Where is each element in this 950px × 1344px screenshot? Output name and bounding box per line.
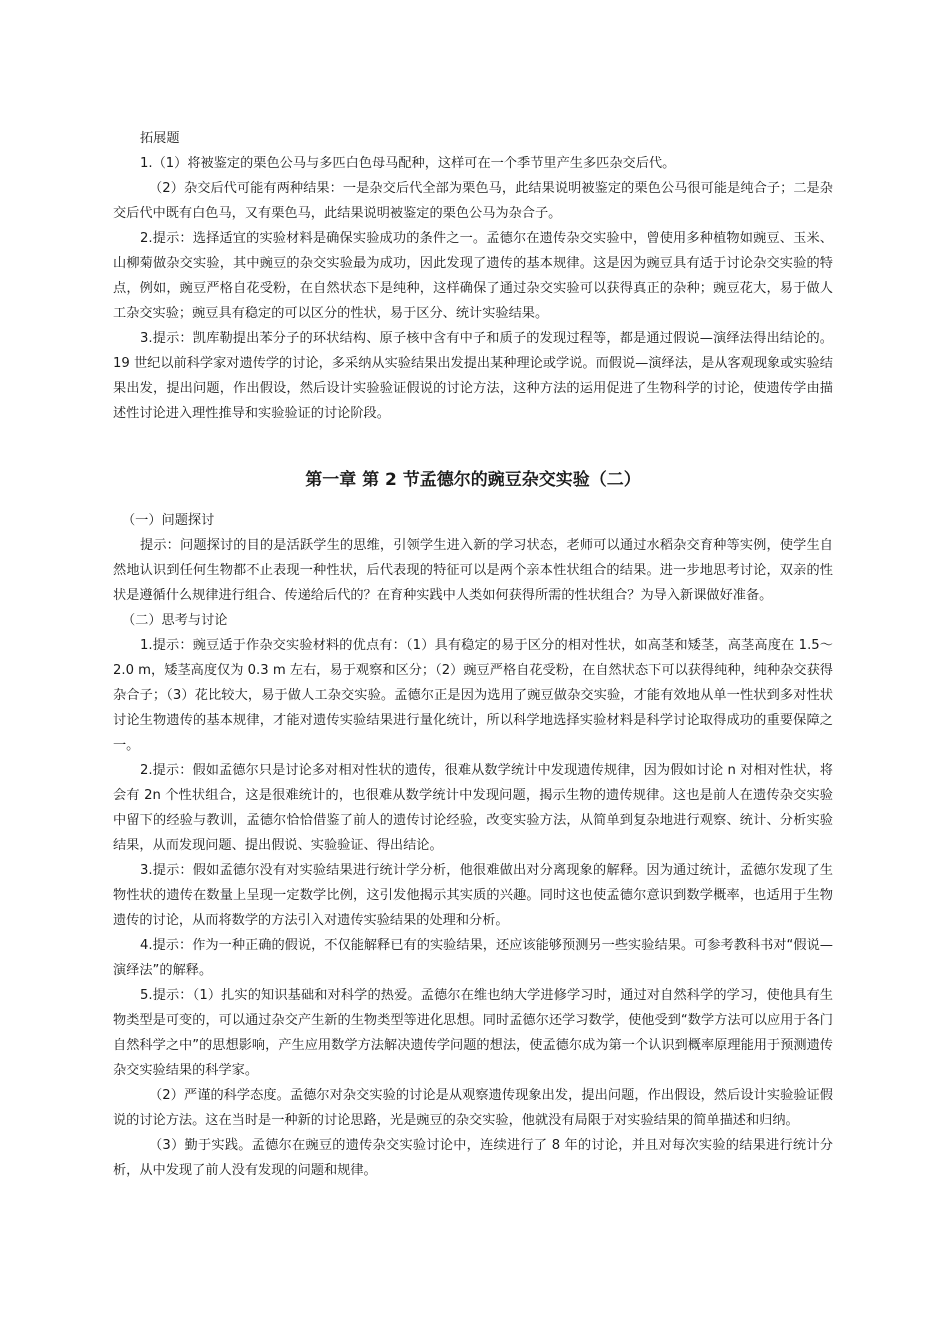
paragraph: 1.提示：豌豆适于作杂交实验材料的优点有：（1）具有稳定的易于区分的相对性状，如高茎和矮茎，高茎高度在 1.5～2.0 m，矮茎高度仅为 0.3 m 左右，易于观察和区分；（2）豌豆严格自花受粉，在自然状态下可以获得纯种，纯种杂交获得杂合子；（3）花比较大，易于做人工杂交实验。孟德尔正是因为选用了豌豆做杂交实验，才能有效地从单一性状到多对性状讨论生物遗传的基本规律，才能对遗传实验结果进行量化统计，所以科学地选择实验材料是科学讨论取得成功的重要保障之一。	[113, 638, 833, 753]
paragraph: 1.（1）将被鉴定的栗色公马与多匹白色母马配种，这样可在一个季节里产生多匹杂交后代。	[140, 156, 676, 171]
document-body	[113, 126, 833, 1183]
section-heading-problem-discussion: （一）问题探讨	[122, 513, 215, 528]
chapter-title: 第一章 第 2 节孟德尔的豌豆杂交实验（二）	[305, 470, 641, 490]
paragraph: （2）杂交后代可能有两种结果：一是杂交后代全部为栗色马，此结果说明被鉴定的栗色公马很可能是纯合子；二是杂交后代中既有白色马，又有栗色马，此结果说明被鉴定的栗色公马为杂合子。	[113, 181, 833, 221]
section-heading-extension: 拓展题	[140, 131, 180, 146]
paragraph: 3.提示：假如孟德尔没有对实验结果进行统计学分析，他很难做出对分离现象的解释。因为通过统计，孟德尔发现了生物性状的遗传在数量上呈现一定数学比例，这引发他揭示其实质的兴趣。同时这也使孟德尔意识到数学概率，也适用于生物遗传的讨论，从而将数学的方法引入对遗传实验结果的处理和分析。	[113, 863, 833, 928]
paragraph: 2.提示：假如孟德尔只是讨论多对相对性状的遗传，很难从数学统计中发现遗传规律，因为假如讨论 n 对相对性状，将会有 2n 个性状组合，这是很难统计的，也很难从数学统计中发现问题，揭示生物的遗传规律。这也是前人在遗传杂交实验中留下的经验与教训，孟德尔恰恰借鉴了前人的遗传讨论经验，改变实验方法，从简单到复杂地进行观察、统计、分析实验结果，从而发现问题、提出假说、实验验证、得出结论。	[113, 763, 833, 853]
paragraph: （3）勤于实践。孟德尔在豌豆的遗传杂交实验讨论中，连续进行了 8 年的讨论，并且对每次实验的结果进行统计分析，从中发现了前人没有发现的问题和规律。	[113, 1138, 833, 1178]
paragraph: 2.提示：选择适宜的实验材料是确保实验成功的条件之一。孟德尔在遗传杂交实验中，曾使用多种植物如豌豆、玉米、山柳菊做杂交实验，其中豌豆的杂交实验最为成功，因此发现了遗传的基本规律。这是因为豌豆具有适于讨论杂交实验的特点，例如，豌豆严格自花受粉，在自然状态下是纯种，这样确保了通过杂交实验可以获得真正的杂种；豌豆花大，易于做人工杂交实验；豌豆具有稳定的可以区分的性状，易于区分、统计实验结果。	[113, 231, 833, 321]
paragraph: 3.提示：凯库勒提出苯分子的环状结构、原子核中含有中子和质子的发现过程等，都是通过假说—演绎法得出结论的。19 世纪以前科学家对遗传学的讨论，多采纳从实验结果出发提出某种理论或学说。而假说—演绎法，是从客观现象或实验结果出发，提出问题，作出假设，然后设计实验验证假说的讨论方法，这种方法的运用促进了生物科学的讨论，使遗传学由描述性讨论进入理性推导和实验验证的讨论阶段。	[113, 331, 833, 421]
paragraph: 5.提示：（1）扎实的知识基础和对科学的热爱。孟德尔在维也纳大学进修学习时，通过对自然科学的学习，使他具有生物类型是可变的，可以通过杂交产生新的生物类型等进化思想。同时孟德尔还学习数学，使他受到“数学方法可以应用于各门自然科学之中”的思想影响，产生应用数学方法解决遗传学问题的想法，使孟德尔成为第一个认识到概率原理能用于预测遗传杂交实验结果的科学家。	[113, 988, 833, 1078]
section-heading-thinking-discussion: （二）思考与讨论	[122, 613, 228, 628]
paragraph: 4.提示：作为一种正确的假说，不仅能解释已有的实验结果，还应该能够预测另一些实验结果。可参考教科书对“假说—演绎法”的解释。	[113, 938, 833, 978]
paragraph: （2）严谨的科学态度。孟德尔对杂交实验的讨论是从观察遗传现象出发，提出问题，作出假设，然后设计实验验证假说的讨论方法。这在当时是一种新的讨论思路，光是豌豆的杂交实验，他就没有局限于对实验结果的简单描述和归纳。	[113, 1088, 833, 1128]
paragraph: 提示：问题探讨的目的是活跃学生的思维，引领学生进入新的学习状态，老师可以通过水稻杂交育种等实例，使学生自然地认识到任何生物都不止表现一种性状，后代表现的特征可以是两个亲本性状组合的结果。进一步地思考讨论，双亲的性状是遵循什么规律进行组合、传递给后代的？在育种实践中人类如何获得所需的性状组合？为导入新课做好准备。	[113, 538, 833, 603]
